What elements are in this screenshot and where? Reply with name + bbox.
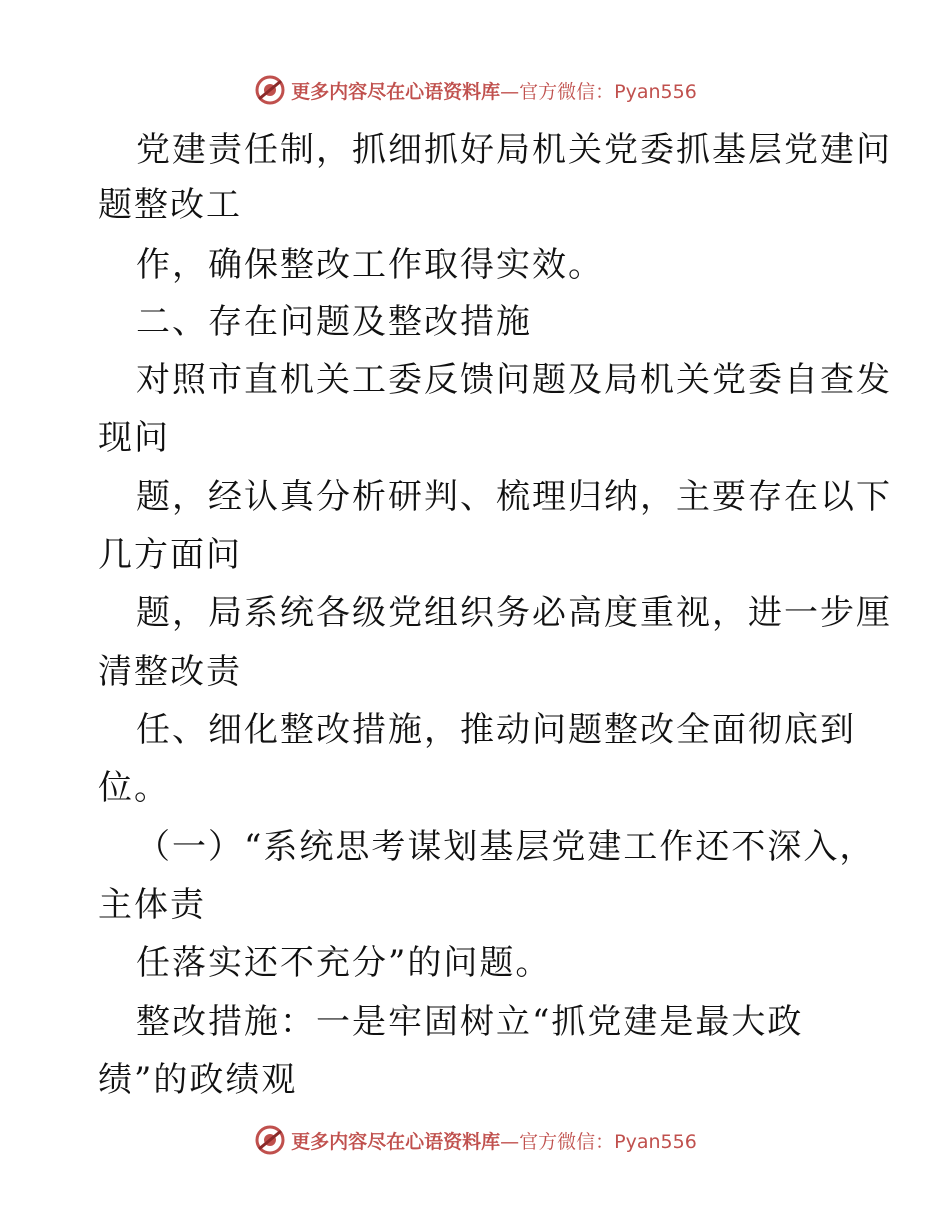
watermark-brand: 更多内容尽在心语资料库 bbox=[291, 80, 501, 103]
text-line: 对照市直机关工委反馈问题及局机关党委自查发 bbox=[136, 360, 892, 400]
text-line: 题整改工 bbox=[98, 185, 242, 225]
header-watermark bbox=[0, 70, 950, 110]
text-line: 题，局系统各级党组织务必高度重视，进一步厘 bbox=[136, 593, 892, 633]
subsection-heading: （一）“系统思考谋划基层党建工作还不深入， bbox=[136, 827, 876, 867]
text-line: 任、细化整改措施，推动问题整改全面彻底到 bbox=[136, 710, 856, 750]
footer-watermark bbox=[0, 1120, 950, 1160]
text-line: 清整改责 bbox=[98, 652, 242, 692]
text-line: 位。 bbox=[98, 768, 170, 808]
text-line: 几方面问 bbox=[98, 535, 242, 575]
text-line: 现问 bbox=[98, 418, 170, 458]
text-line: 党建责任制，抓细抓好局机关党委抓基层党建问 bbox=[136, 130, 892, 170]
watermark-suffix: —官方微信：Pyan556 bbox=[500, 80, 697, 103]
text-line: 题，经认真分析研判、梳理归纳，主要存在以下 bbox=[136, 477, 892, 517]
text-line: 作，确保整改工作取得实效。 bbox=[136, 245, 604, 285]
watermark-brand: 更多内容尽在心语资料库 bbox=[291, 1130, 501, 1153]
section-heading: 二、存在问题及整改措施 bbox=[136, 302, 532, 342]
text-line: 任落实还不充分”的问题。 bbox=[136, 943, 552, 983]
watermark-suffix: —官方微信：Pyan556 bbox=[500, 1130, 697, 1153]
logo-icon bbox=[253, 73, 287, 107]
text-line: 主体责 bbox=[98, 885, 206, 925]
logo-icon bbox=[253, 1123, 287, 1157]
text-line: 整改措施：一是牢固树立“抓党建是最大政 bbox=[136, 1002, 804, 1042]
text-line: 绩”的政绩观 bbox=[98, 1060, 298, 1100]
